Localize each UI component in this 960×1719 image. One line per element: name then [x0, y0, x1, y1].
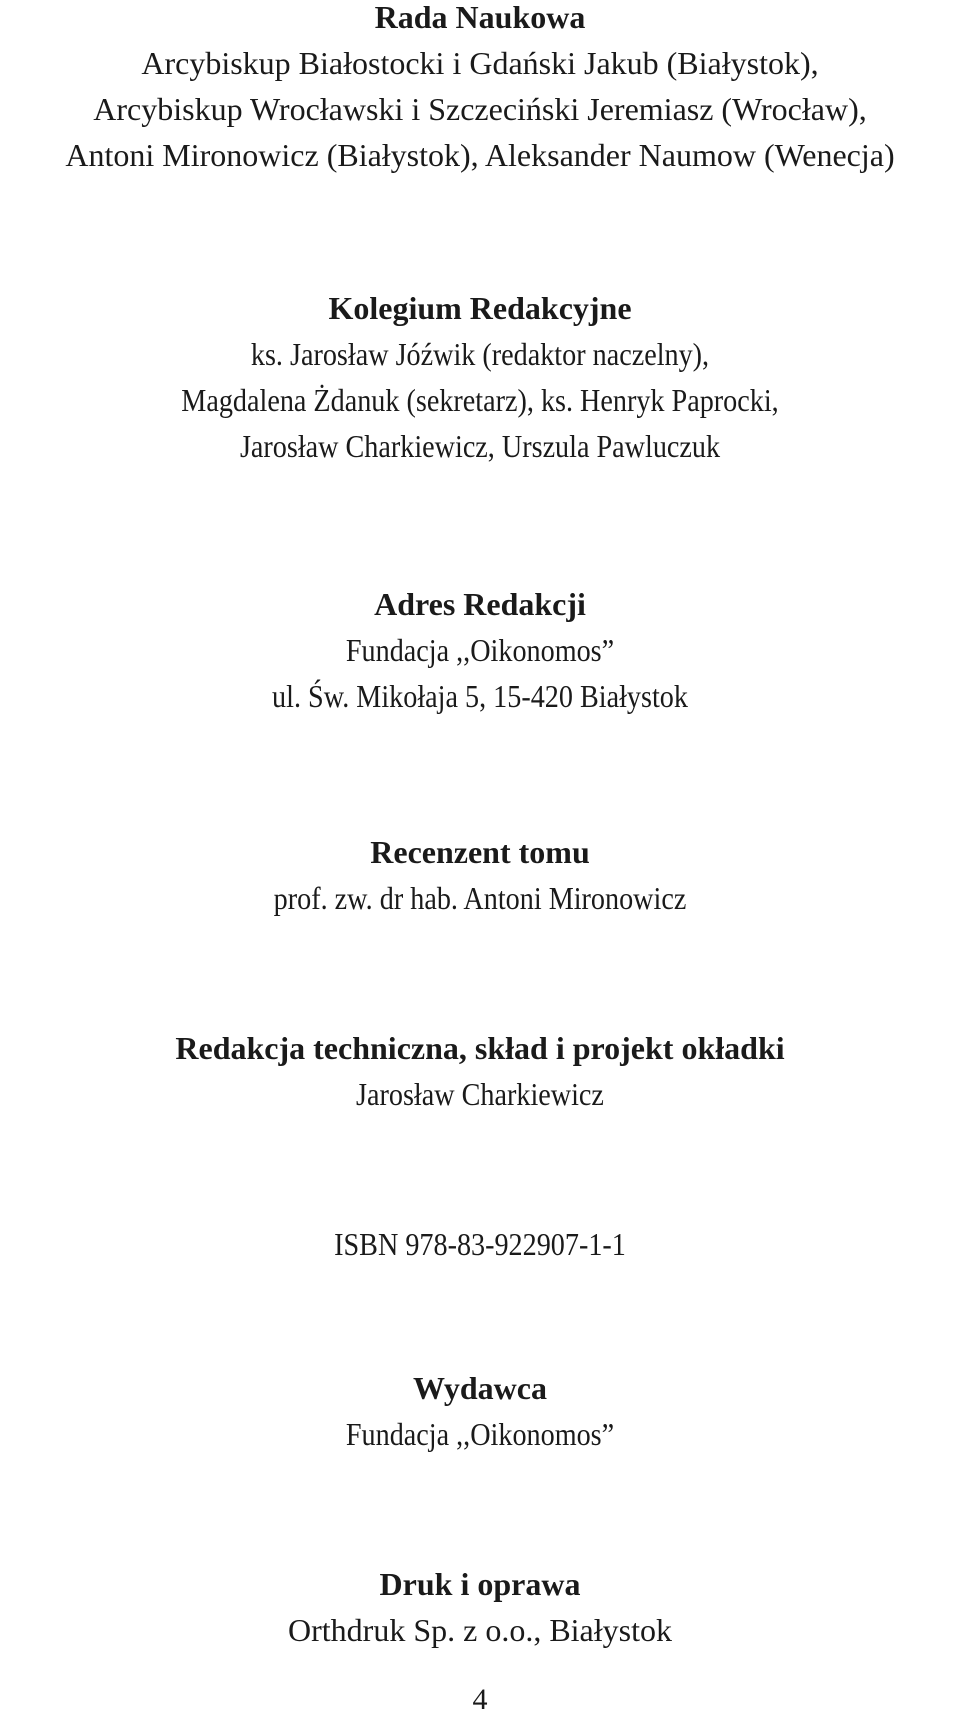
redakcja-techniczna-heading: Redakcja techniczna, skład i projekt okładki [175, 1030, 785, 1066]
redakcja-techniczna-section [0, 1025, 960, 1117]
rada-naukowa-line-1: Arcybiskup Białostocki i Gdański Jakub (Białystok), [141, 45, 819, 81]
wydawca-section [0, 1365, 960, 1457]
adres-redakcji-heading: Adres Redakcji [374, 586, 586, 622]
isbn-section [0, 1221, 960, 1267]
kolegium-redakcyjne-section [0, 285, 960, 469]
recenzent-line-1: prof. zw. dr hab. Antoni Mironowicz [273, 880, 687, 916]
adres-redakcji-line-1: Fundacja ,,Oikonomos” [345, 632, 615, 668]
recenzent-heading: Recenzent tomu [370, 834, 590, 870]
adres-redakcji-section [0, 581, 960, 719]
kolegium-redakcyjne-line-1: ks. Jarosław Jóźwik (redaktor naczelny), [250, 336, 710, 372]
kolegium-redakcyjne-heading: Kolegium Redakcyjne [328, 290, 632, 326]
rada-naukowa-heading: Rada Naukowa [374, 0, 586, 35]
rada-naukowa-line-3: Antoni Mironowicz (Białystok), Aleksander Naumow (Wenecja) [65, 137, 895, 173]
redakcja-techniczna-line-1: Jarosław Charkiewicz [356, 1076, 604, 1112]
wydawca-line-1: Fundacja ,,Oikonomos” [345, 1416, 615, 1452]
page-number: 4 [472, 1683, 488, 1716]
druk-heading: Druk i oprawa [379, 1566, 581, 1602]
druk-line-1: Orthdruk Sp. z o.o., Białystok [288, 1612, 672, 1648]
wydawca-heading: Wydawca [413, 1370, 547, 1406]
kolegium-redakcyjne-line-2: Magdalena Żdanuk (sekretarz), ks. Henryk Paprocki, [181, 382, 779, 418]
kolegium-redakcyjne-line-3: Jarosław Charkiewicz, Urszula Pawluczuk [239, 428, 721, 464]
druk-section [0, 1561, 960, 1653]
rada-naukowa-line-2: Arcybiskup Wrocławski i Szczeciński Jeremiasz (Wrocław), [93, 91, 867, 127]
rada-naukowa-section [0, 0, 960, 178]
recenzent-section [0, 829, 960, 921]
isbn-number: ISBN 978-83-922907-1-1 [334, 1226, 626, 1262]
adres-redakcji-line-2: ul. Św. Mikołaja 5, 15-420 Białystok [272, 678, 688, 714]
